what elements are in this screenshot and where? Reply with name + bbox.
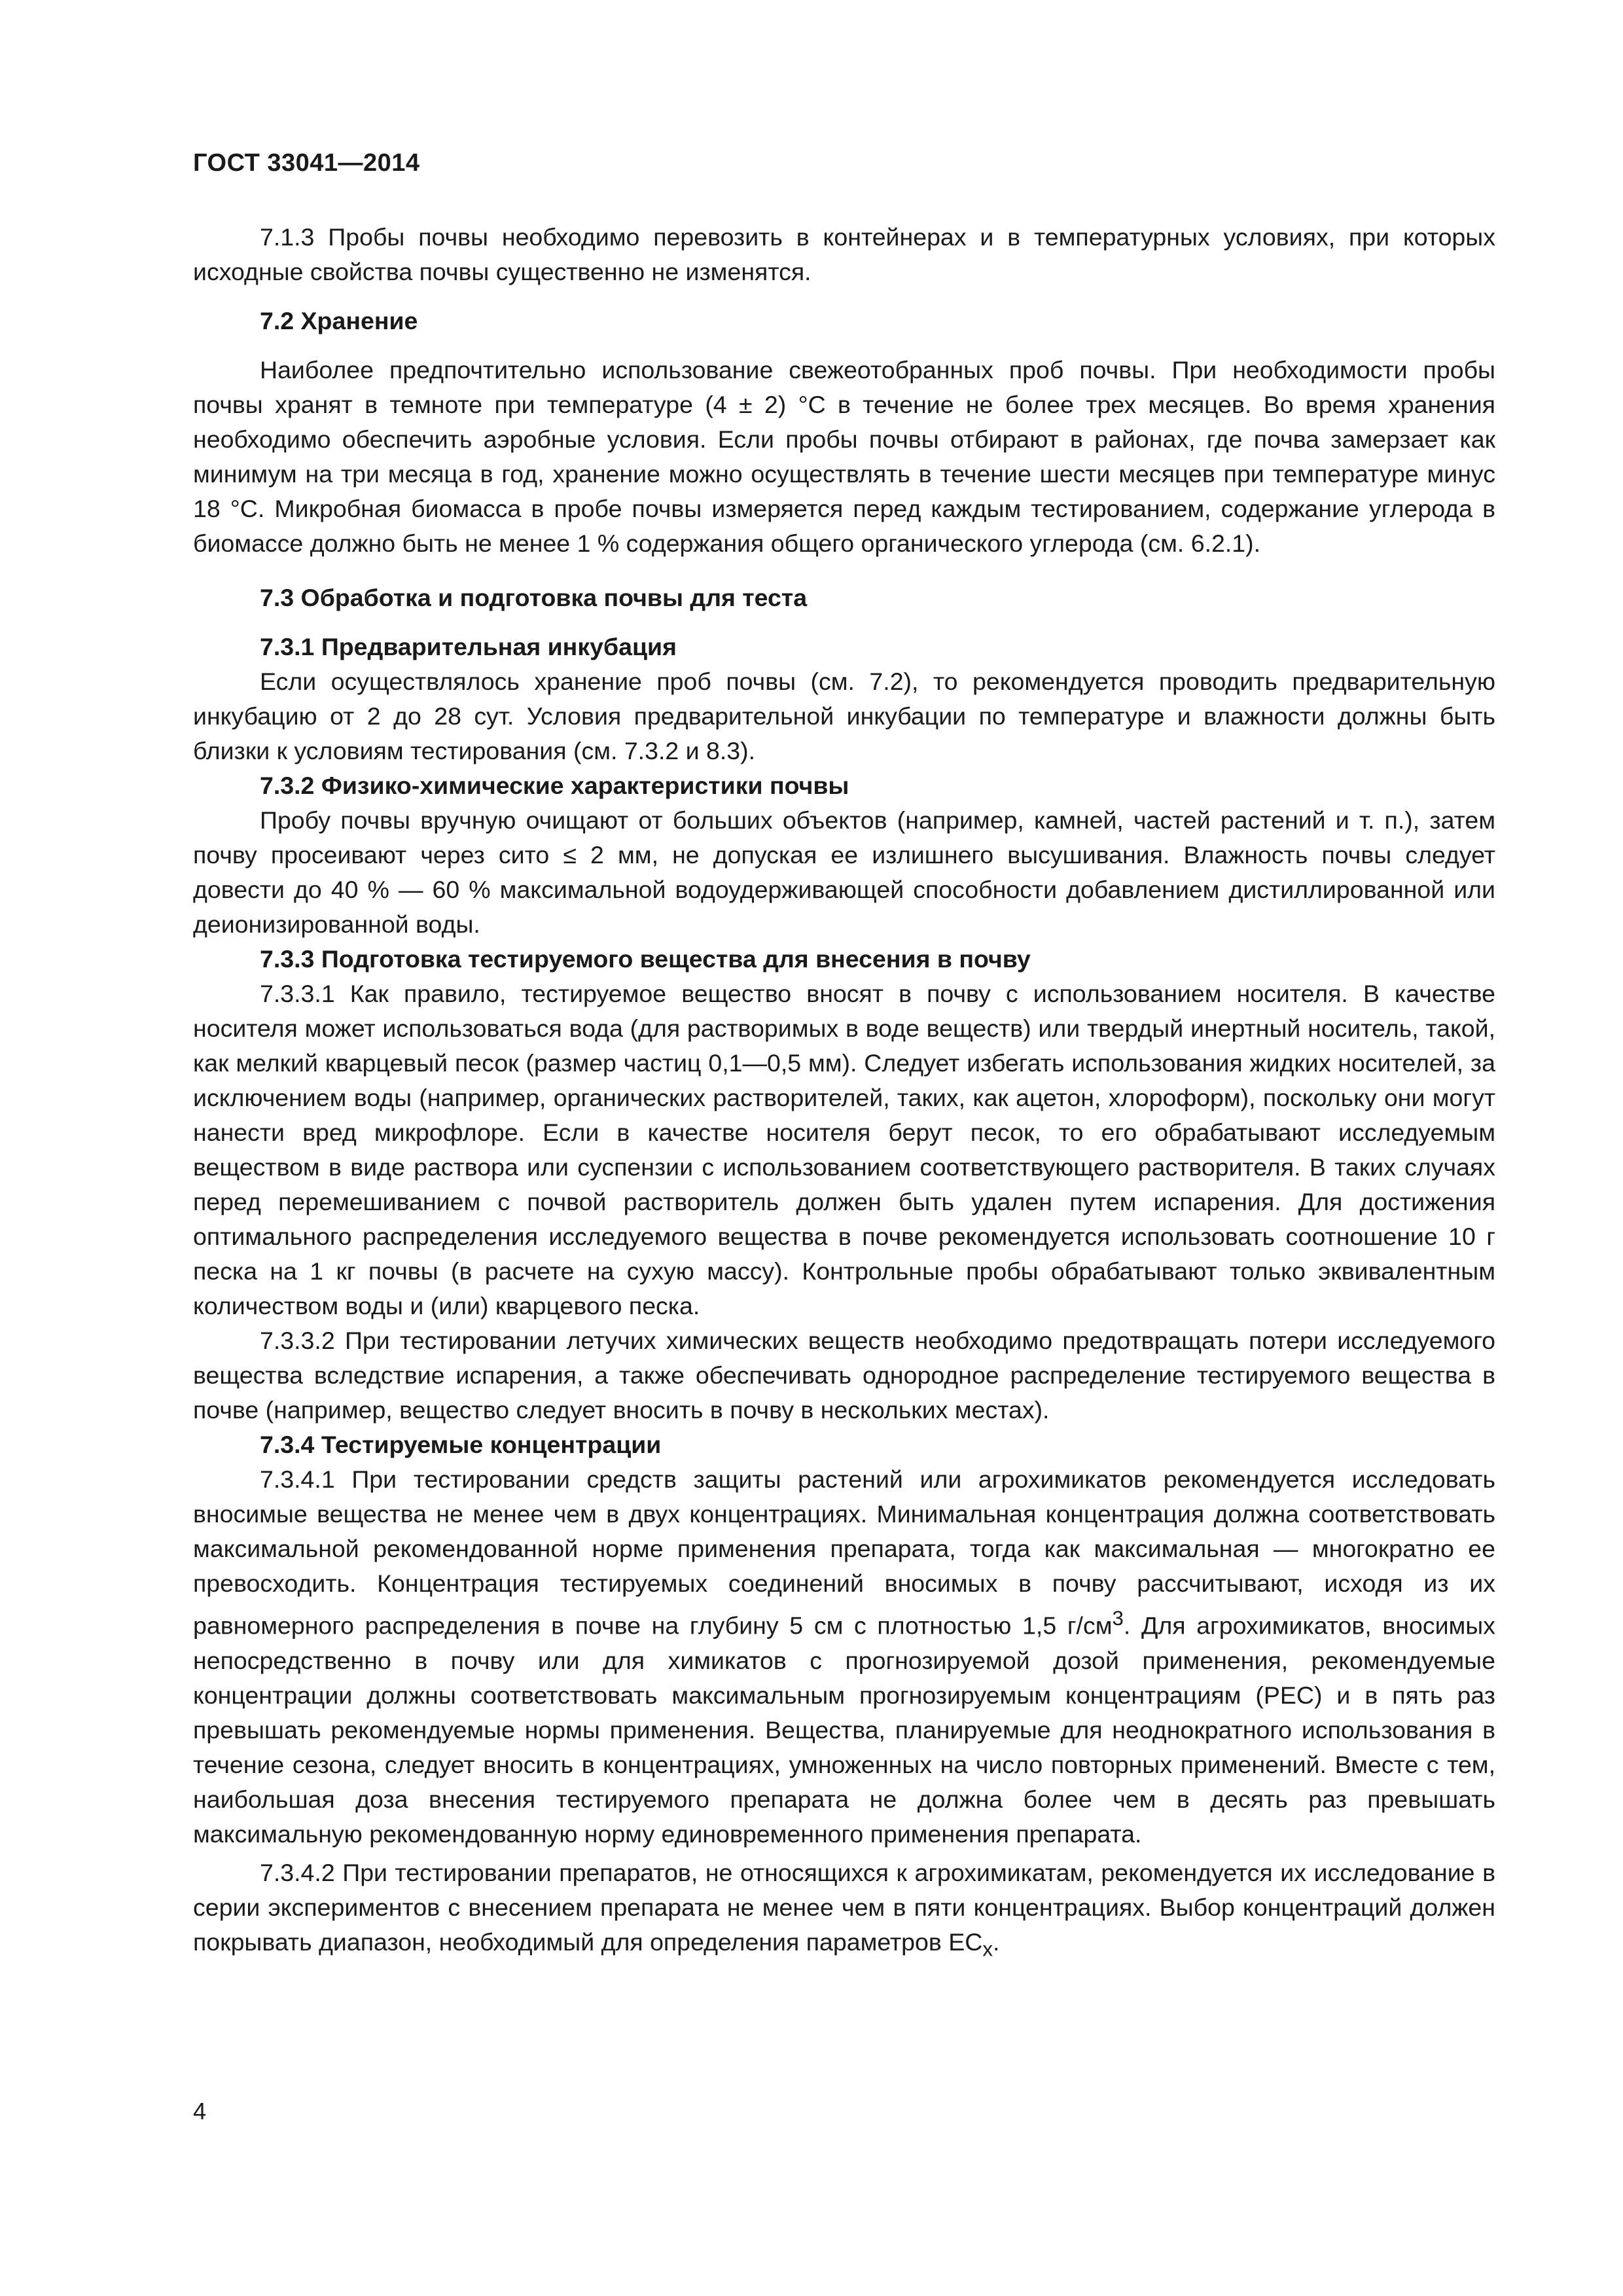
subscript-x: x — [982, 1937, 993, 1960]
heading-7-3-2: 7.3.2 Физико-химические характеристики почвы — [260, 772, 849, 799]
heading-7-3: 7.3 Обработка и подготовка почвы для теста — [260, 584, 808, 611]
page-number: 4 — [193, 2098, 207, 2125]
heading-7-3-1: 7.3.1 Предварительная инкубация — [260, 633, 677, 660]
heading-7-3-4: 7.3.4 Тестируемые концентрации — [260, 1431, 662, 1458]
paragraph-7-2: Наиболее предпочтительно использование свежеотобранных проб почвы. При необходимости пробы почвы хранят в темноте при температуре (4 ± 2) °С в течение не более трех месяцев. Во время хранения необходимо обеспечить аэробные условия. Если пробы почвы отбирают в районах, где почва замерзает как минимум на три месяца в год, хранение можно осуществлять в течение шести месяцев при температуре минус 18 °С. Микробная биомасса в пробе почвы измеряется перед каждым тестированием, содержание углерода в биомассе должно быть не менее 1 % содержания общего органического углерода (см. 6.2.1). — [193, 356, 1495, 557]
document-header: ГОСТ 33041—2014 — [193, 149, 420, 177]
paragraph-7-1-3: 7.1.3 Пробы почвы необходимо перевозить в контейнерах и в температурных условиях, при которых исходные свойства почвы существенно не изменятся. — [193, 223, 1495, 285]
document-body — [193, 220, 1495, 1966]
heading-7-2: 7.2 Хранение — [260, 307, 418, 334]
paragraph-7-3-4-2 — [193, 1856, 1495, 1967]
paragraph-7-3-4-1 — [193, 1462, 1495, 1852]
heading-7-3-3: 7.3.3 Подготовка тестируемого вещества для внесения в почву — [260, 945, 1031, 973]
paragraph-7-3-1: Если осуществлялось хранение проб почвы (см. 7.2), то рекомендуется проводить предварительную инкубацию от 2 до 28 сут. Условия предварительной инкубации по температуре и влажности должны быть близки к условиям тестирования (см. 7.3.2 и 8.3). — [193, 668, 1495, 764]
paragraph-7-3-4-2-part-a: 7.3.4.2 При тестировании препаратов, не относящихся к агрохимикатам, рекомендуется их исследование в серии экспериментов с внесением препарата не менее чем в пяти концентрациях. Выбор концентраций должен покрывать диапазон, необходимый для определения параметров EC — [193, 1858, 1495, 1956]
paragraph-7-3-4-2-part-b: . — [992, 1928, 1000, 1956]
paragraph-7-3-3-2: 7.3.3.2 При тестировании летучих химических веществ необходимо предотвращать потери исследуемого вещества вследствие испарения, а также обеспечивать однородное распределение тестируемого вещества в почве (например, вещество следует вносить в почву в нескольких местах). — [193, 1327, 1495, 1424]
paragraph-7-3-4-1-part-b: . Для агрохимикатов, вносимых непосредственно в почву или для химикатов с прогнозируемой дозой применения, рекомендуемые концентрации должны соответствовать максимальным прогнозируемым концентрациям (PEC) и в пять раз превышать рекомендуемые нормы применения. Вещества, планируемые для неоднократного использования в течение сезона, следует вносить в концентрациях, умноженных на число повторных применений. Вместе с тем, наибольшая доза внесения тестируемого препарата не должна более чем в десять раз превышать максимальную рекомендованную норму единовременного применения препарата. — [193, 1611, 1495, 1848]
paragraph-7-3-4-1-part-a: 7.3.4.1 При тестировании средств защиты растений или агрохимикатов рекомендуется исследовать вносимые вещества не менее чем в двух концентрациях. Минимальная концентрация должна соответствовать максимальной рекомендованной норме применения препарата, тогда как максимальная — многократно ее превосходить. Концентрация тестируемых соединений вносимых в почву рассчитывают, исходя из их равномерного распределения в почве на глубину 5 см с плотностью 1,5 г/см — [193, 1465, 1495, 1640]
paragraph-7-3-3-1: 7.3.3.1 Как правило, тестируемое вещество вносят в почву с использованием носителя. В качестве носителя может использоваться вода (для растворимых в воде веществ) или твердый инертный носитель, такой, как мелкий кварцевый песок (размер частиц 0,1—0,5 мм). Следует избегать использования жидких носителей, за исключением воды (например, органических растворителей, таких, как ацетон, хлороформ), поскольку они могут нанести вред микрофлоре. Если в качестве носителя берут песок, то его обрабатывают исследуемым веществом в виде раствора или суспензии с использованием соответствующего растворителя. В таких случаях перед перемешиванием с почвой растворитель должен быть удален путем испарения. Для достижения оптимального распределения исследуемого вещества в почве рекомендуется использовать соотношение 10 г песка на 1 кг почвы (в расчете на сухую массу). Контрольные пробы обрабатывают только эквивалентным количеством воды и (или) кварцевого песка. — [193, 980, 1495, 1319]
paragraph-7-3-2: Пробу почвы вручную очищают от больших объектов (например, камней, частей растений и т. п.), затем почву просеивают через сито ≤ 2 мм, не допуская ее излишнего высушивания. Влажность почвы следует довести до 40 % — 60 % максимальной водоудерживающей способности добавлением дистиллированной или деионизированной воды. — [193, 806, 1495, 938]
superscript-cubed: 3 — [1112, 1607, 1124, 1630]
